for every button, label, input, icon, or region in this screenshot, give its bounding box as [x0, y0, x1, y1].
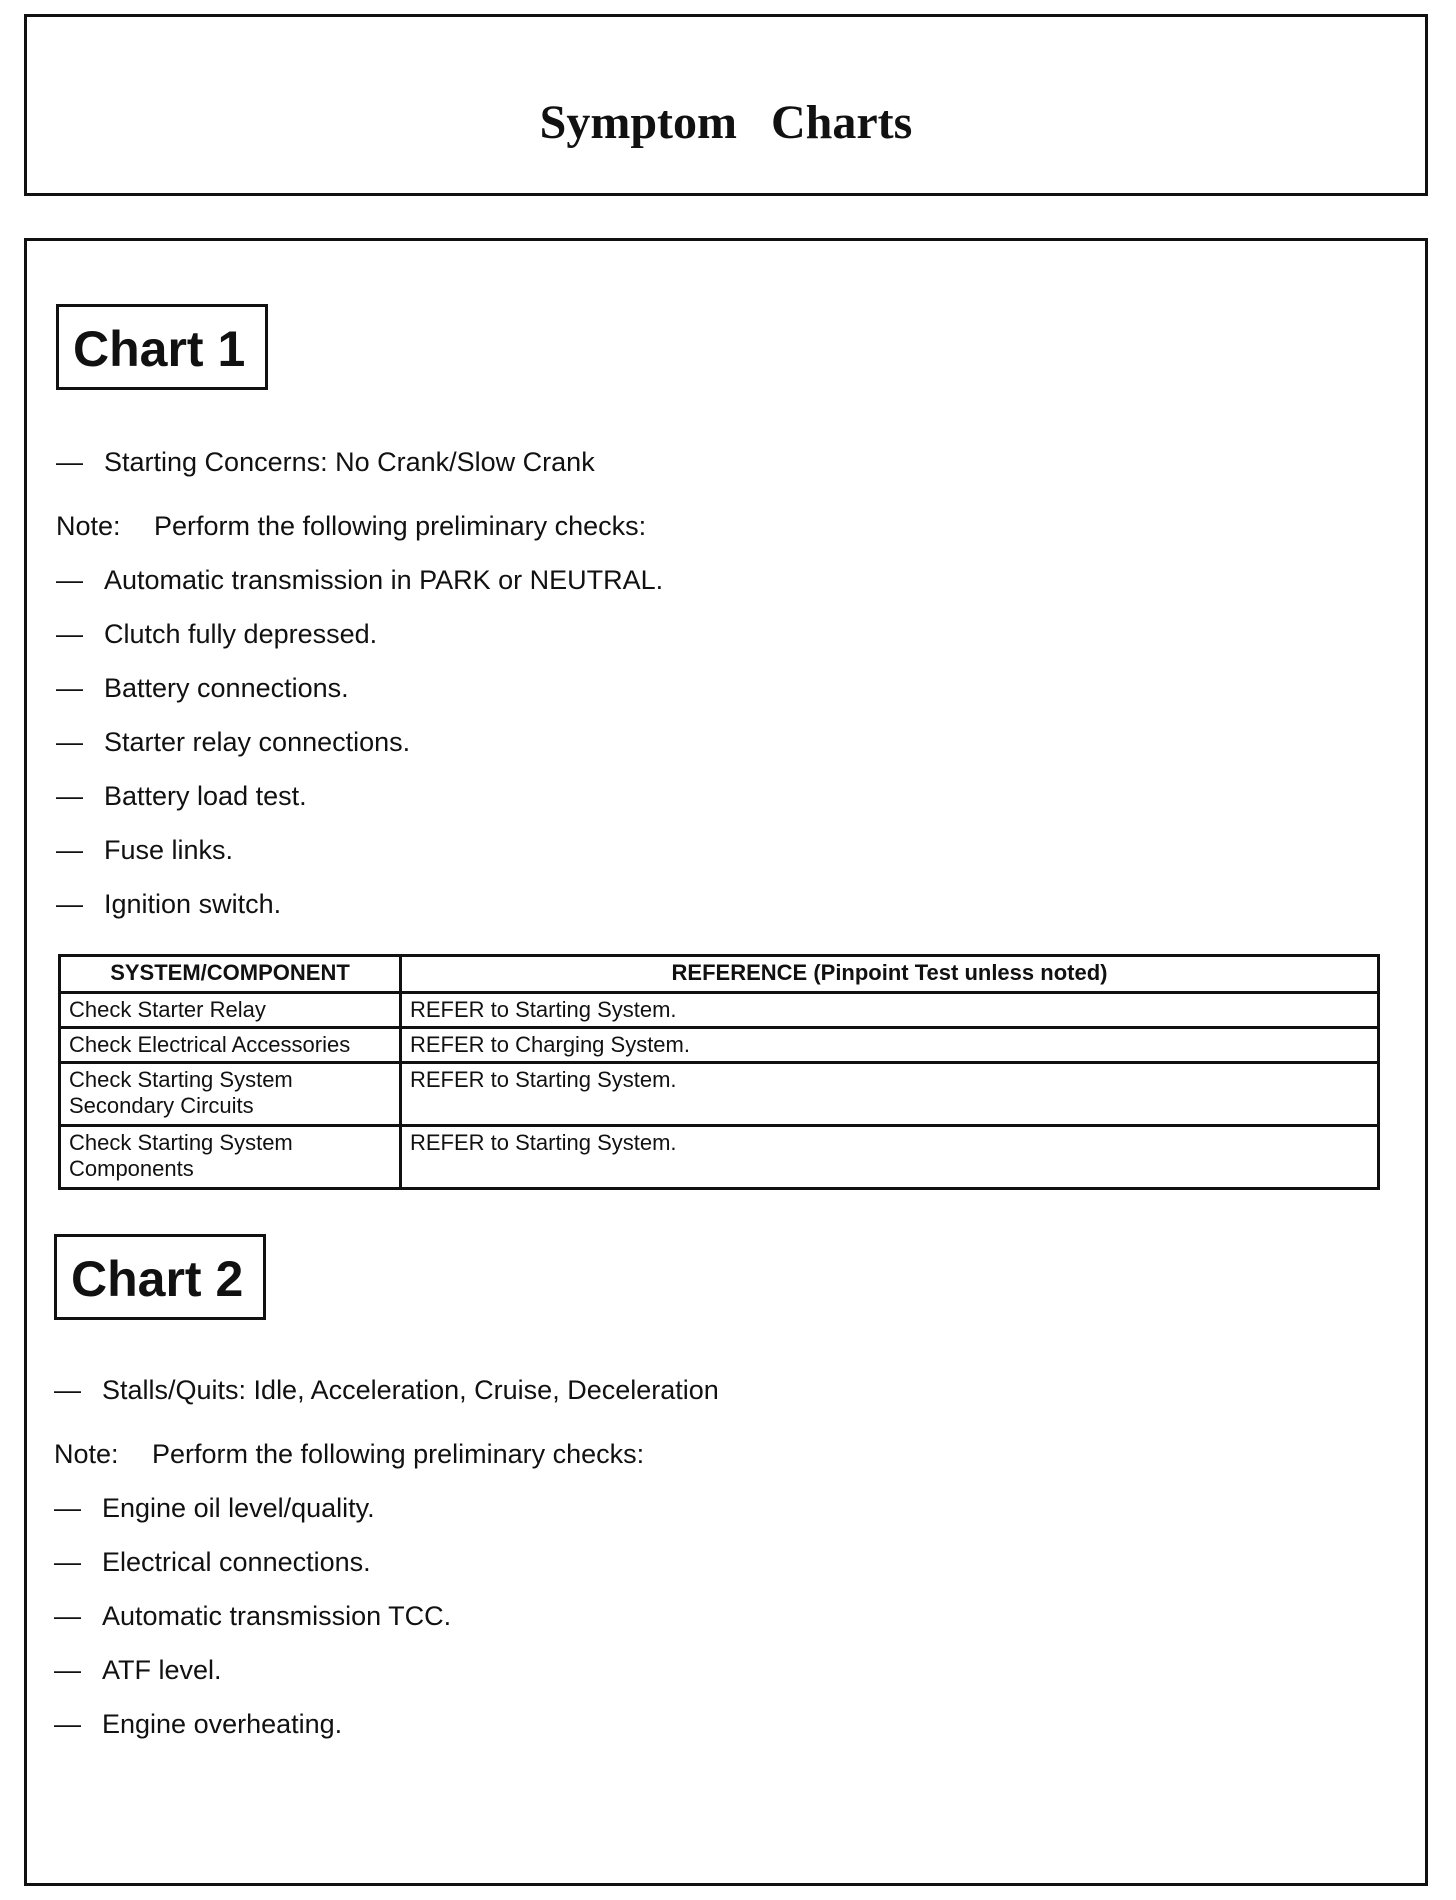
- dash: —: [54, 1655, 81, 1685]
- check-text: Automatic transmission in PARK or NEUTRAL.: [104, 565, 664, 595]
- dash: —: [56, 447, 83, 477]
- note-text: Perform the following preliminary checks:: [154, 511, 647, 541]
- title-box: [24, 14, 1428, 196]
- chart-2-concern: [54, 1374, 719, 1406]
- check-text: Electrical connections.: [102, 1547, 371, 1577]
- chart-2-check-item: [54, 1654, 222, 1686]
- dash: —: [56, 889, 83, 919]
- table-row: [60, 1126, 1379, 1189]
- dash: —: [54, 1375, 81, 1405]
- check-text: Battery connections.: [104, 673, 349, 703]
- dash: —: [56, 565, 83, 595]
- check-text: Fuse links.: [104, 835, 234, 865]
- check-text: Starter relay connections.: [104, 727, 411, 757]
- dash: —: [56, 673, 83, 703]
- chart-1-check-item: [56, 672, 349, 704]
- dash: —: [54, 1493, 81, 1523]
- note-label: Note:: [54, 1439, 119, 1469]
- table-cell: Check Electrical Accessories: [60, 1028, 401, 1063]
- table-cell: REFER to Charging System.: [401, 1028, 1379, 1063]
- chart-1-check-item: [56, 618, 377, 650]
- chart-2-check-item: [54, 1708, 342, 1740]
- dash: —: [54, 1709, 81, 1739]
- chart-2-check-item: [54, 1492, 375, 1524]
- table-cell: REFER to Starting System.: [401, 1126, 1379, 1189]
- table-cell: Check Starter Relay: [60, 993, 401, 1028]
- table-cell: Check Starting System Components: [60, 1126, 401, 1189]
- check-text: Engine overheating.: [102, 1709, 343, 1739]
- check-text: Automatic transmission TCC.: [102, 1601, 452, 1631]
- check-text: Battery load test.: [104, 781, 307, 811]
- column-header: REFERENCE (Pinpoint Test unless noted): [401, 956, 1379, 993]
- chart-2-note: [54, 1438, 644, 1470]
- chart-2-check-item: [54, 1600, 451, 1632]
- chart-1-check-item: [56, 564, 663, 596]
- concern-text: Starting Concerns: No Crank/Slow Crank: [104, 447, 595, 477]
- chart-1-note: [56, 510, 646, 542]
- dash: —: [54, 1601, 81, 1631]
- dash: —: [56, 781, 83, 811]
- chart-2-heading: Chart 2: [54, 1234, 266, 1320]
- chart-1-check-item: [56, 834, 233, 866]
- chart-1-check-item: [56, 726, 410, 758]
- check-text: Ignition switch.: [104, 889, 282, 919]
- note-label: Note:: [56, 511, 121, 541]
- check-text: Clutch fully depressed.: [104, 619, 378, 649]
- table-cell: REFER to Starting System.: [401, 1063, 1379, 1126]
- page-title: Symptom Charts: [539, 96, 913, 149]
- chart-1-check-item: [56, 780, 307, 812]
- column-header: SYSTEM/COMPONENT: [60, 956, 401, 993]
- check-text: ATF level.: [102, 1655, 222, 1685]
- chart-2-check-item: [54, 1546, 371, 1578]
- table-header-row: [60, 956, 1379, 993]
- table-row: [60, 993, 1379, 1028]
- table-cell: Check Starting System Secondary Circuits: [60, 1063, 401, 1126]
- table-row: [60, 1063, 1379, 1126]
- table-cell: REFER to Starting System.: [401, 993, 1379, 1028]
- dash: —: [56, 727, 83, 757]
- check-text: Engine oil level/quality.: [102, 1493, 375, 1523]
- reference-table: [58, 954, 1380, 1190]
- table-row: [60, 1028, 1379, 1063]
- note-text: Perform the following preliminary checks:: [152, 1439, 645, 1469]
- dash: —: [56, 619, 83, 649]
- concern-text: Stalls/Quits: Idle, Acceleration, Cruise, Deceleration: [102, 1375, 719, 1405]
- dash: —: [56, 835, 83, 865]
- chart-1-heading: Chart 1: [56, 304, 268, 390]
- chart-1-concern: [56, 446, 595, 478]
- dash: —: [54, 1547, 81, 1577]
- chart-1-check-item: [56, 888, 281, 920]
